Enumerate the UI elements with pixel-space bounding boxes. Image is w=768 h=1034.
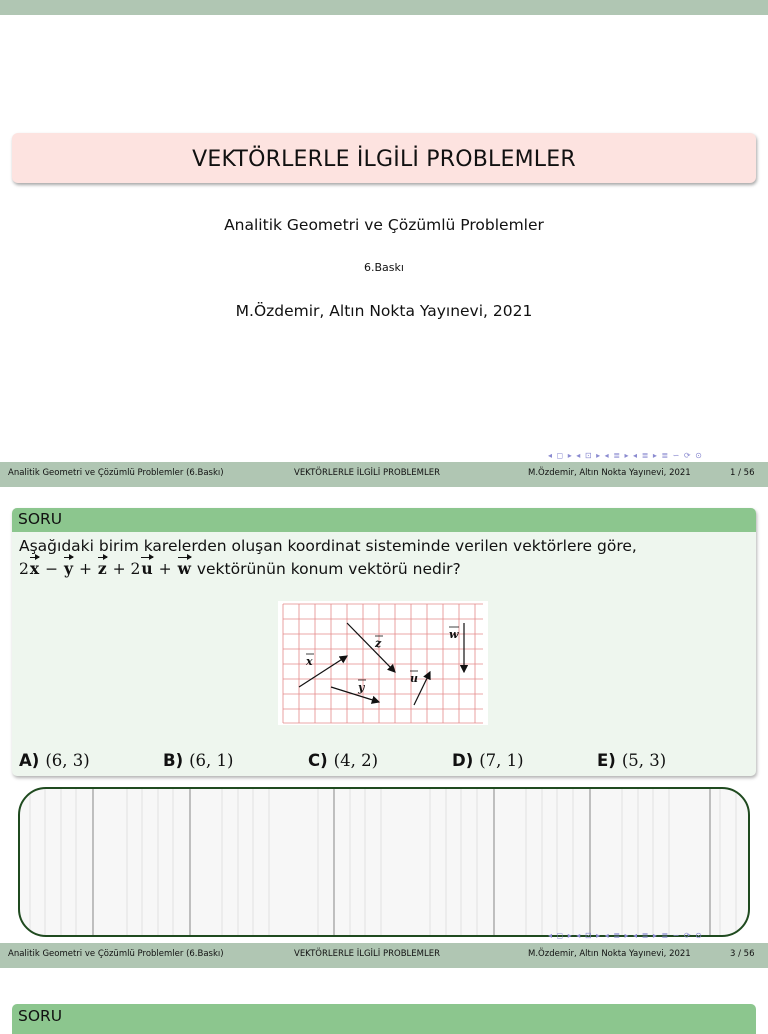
- question-block: [12, 508, 756, 776]
- footer-author: M.Özdemir, Altın Nokta Yayınevi, 2021: [528, 949, 691, 959]
- choice-value: (7, 1): [479, 751, 524, 770]
- vector-u: u: [141, 559, 153, 578]
- book-title: Analitik Geometri ve Çözümlü Problemler: [224, 216, 544, 234]
- label-z: z: [375, 637, 382, 650]
- footer-book: Analitik Geometri ve Çözümlü Problemler (6.Baskı): [8, 468, 224, 478]
- footer-page: 1 / 56: [730, 468, 755, 478]
- choice-d[interactable]: [452, 751, 524, 770]
- choice-b[interactable]: [163, 751, 234, 770]
- grid-lines: [283, 604, 483, 723]
- grid-svg: [278, 601, 488, 725]
- footer-book: Analitik Geometri ve Çözümlü Problemler (6.Baskı): [8, 949, 224, 959]
- vector-x: x: [29, 559, 40, 578]
- slide-title: VEKTÖRLERLE İLGİLİ PROBLEMLER: [192, 147, 576, 172]
- arrow-z: [347, 623, 395, 672]
- choice-e[interactable]: [597, 751, 666, 770]
- top-bar: [0, 0, 768, 15]
- plus-two: + 2: [112, 560, 141, 578]
- vector-grid-figure: [278, 601, 488, 725]
- plus-sign: +: [78, 560, 92, 578]
- author-line: M.Özdemir, Altın Nokta Yayınevi, 2021: [235, 302, 533, 320]
- footer-slide-3: [0, 943, 768, 968]
- choice-letter: A): [19, 751, 40, 770]
- label-arrow-marks: [306, 627, 459, 680]
- footer-slide-1: [0, 462, 768, 487]
- vector-y: y: [64, 559, 74, 578]
- question-header: [12, 508, 756, 532]
- label-w: w: [449, 628, 459, 641]
- minus-sign: −: [45, 560, 59, 578]
- label-y: y: [358, 681, 365, 694]
- footer-title: VEKTÖRLERLE İLGİLİ PROBLEMLER: [294, 949, 440, 959]
- choice-value: (6, 3): [45, 751, 90, 770]
- choice-value: (4, 2): [333, 751, 379, 770]
- choice-letter: E): [597, 751, 616, 770]
- question-expression: [19, 559, 461, 578]
- plus-sign: +: [158, 560, 172, 578]
- question-tail: vektörünün konum vektörü nedir?: [191, 560, 461, 578]
- next-question-header: [12, 1004, 756, 1034]
- beamer-nav-icons[interactable]: ◂ ◻ ▸ ◂ ⊡ ▸ ◂ ≣ ▸ ◂ ≣ ▸ ≣ ∽ ⟳ ⊙: [548, 451, 703, 460]
- coef-2: 2: [19, 560, 29, 578]
- edition-label: 6.Baskı: [364, 261, 404, 274]
- arrow-y: [331, 687, 379, 702]
- footer-title: VEKTÖRLERLE İLGİLİ PROBLEMLER: [294, 468, 440, 478]
- scratch-area[interactable]: [18, 787, 750, 937]
- footer-author: M.Özdemir, Altın Nokta Yayınevi, 2021: [528, 468, 691, 478]
- question-text: Aşağıdaki birim karelerden oluşan koordinat sisteminde verilen vektörlere göre,: [19, 537, 637, 555]
- choice-value: (6, 1): [189, 751, 234, 770]
- label-u: u: [410, 672, 418, 685]
- label-x: x: [306, 655, 313, 668]
- next-question-label: SORU: [18, 1007, 63, 1025]
- choice-letter: D): [452, 751, 474, 770]
- footer-page: 3 / 56: [730, 949, 755, 959]
- choice-letter: B): [163, 751, 184, 770]
- vector-w: w: [177, 559, 191, 578]
- choice-letter: C): [308, 751, 328, 770]
- vector-z: z: [97, 559, 107, 578]
- scratch-grid: [20, 789, 748, 935]
- choice-a[interactable]: [19, 751, 90, 770]
- question-header-label: SORU: [18, 510, 63, 528]
- beamer-nav-icons[interactable]: ◂ ◻ ▸ ◂ ⊡ ▸ ◂ ≣ ▸ ◂ ≣ ▸ ≣ ∽ ⟳ ⊙: [548, 931, 703, 940]
- choice-c[interactable]: [308, 751, 378, 770]
- choice-value: (5, 3): [621, 751, 667, 770]
